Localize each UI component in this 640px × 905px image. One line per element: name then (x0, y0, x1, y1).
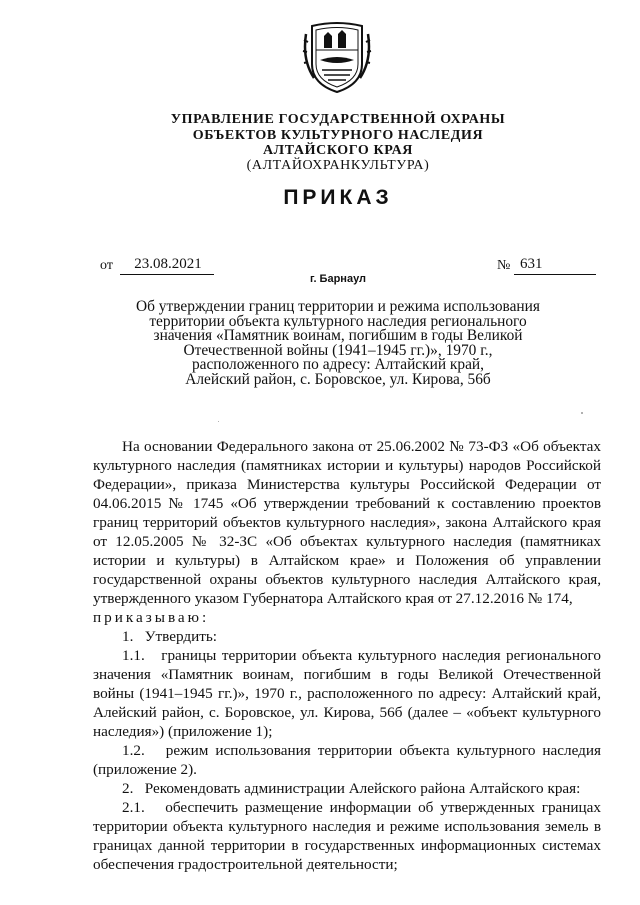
item-2-1: 2.1. обеспечить размещение информации об утвержденных границах территории объекта культурного наследия и режиме использования земель в границах данной территории в государственных информационных системах обеспечения градостроительной деятельности; (93, 799, 601, 873)
document-title (120, 300, 556, 388)
title-line: Отечественной войны (1941–1945 гг.)», 1970 г., (183, 341, 493, 359)
org-name-line-1: УПРАВЛЕНИЕ ГОСУДАРСТВЕННОЙ ОХРАНЫ (170, 112, 506, 127)
org-name-line-3: АЛТАЙСКОГО КРАЯ (262, 143, 414, 158)
title-line: расположенного по адресу: Алтайский край, (191, 356, 485, 374)
item-1: 1. Утвердить: (122, 628, 218, 645)
item-2: 2. Рекомендовать администрации Алейского района Алтайского края: (122, 780, 581, 797)
scan-mark (581, 412, 583, 414)
scan-mark (218, 421, 219, 422)
document-type-heading: ПРИКАЗ (283, 186, 393, 209)
number-prefix: № (497, 258, 511, 273)
order-word: приказываю: (93, 609, 210, 626)
org-name-line-2: ОБЪЕКТОВ КУЛЬТУРНОГО НАСЛЕДИЯ (192, 128, 484, 143)
document-body (93, 437, 601, 874)
title-line: территории объекта культурного наследия регионального (149, 312, 527, 330)
document-number: 631 (514, 256, 596, 275)
title-line: значения «Памятник воинам, погибшим в годы Великой (153, 327, 523, 345)
document-date: 23.08.2021 (120, 256, 214, 275)
city-label: г. Барнаул (309, 273, 367, 285)
item-1-2: 1.2. режим использования территории объекта культурного наследия (приложение 2). (93, 742, 601, 778)
item-1-1: 1.1. границы территории объекта культурного наследия регионального значения «Памятник воинам, погибшим в годы Великой Отечественной войны (1941–1945 гг.)», 1970 г., расположенного по адресу: Алтайский край, Алейский район, с. Боровское, ул. Кирова, 56б (далее – «объект культурного наследия») (приложение 1); (93, 647, 601, 740)
date-prefix: от (100, 258, 113, 273)
preamble-paragraph: На основании Федерального закона от 25.06.2002 № 73-ФЗ «Об объектах культурного наследия (памятниках истории и культуры) народов Российской Федерации», приказа Министерства культуры Российской Федерации от 04.06.2015 № 1745 «Об утверждении требований к составлению проектов границ территорий объектов культурного наследия», закона Алтайского края от 12.05.2005 № 32-ЗС «Об объектах культурного наследия (памятниках истории и культуры) в Алтайском крае» и Положения об управлении государственной охраны объектов культурного наследия Алтайского края, утвержденного указом Губернатора Алтайского края от 27.12.2016 № 174, (93, 438, 601, 607)
coat-of-arms-emblem (302, 20, 372, 96)
title-line: Об утверждении границ территории и режима использования (135, 298, 540, 315)
org-short-name: (АЛТАЙОХРАНКУЛЬТУРА) (246, 158, 430, 173)
title-line: Алейский район, с. Боровское, ул. Кирова, 56б (185, 370, 491, 388)
